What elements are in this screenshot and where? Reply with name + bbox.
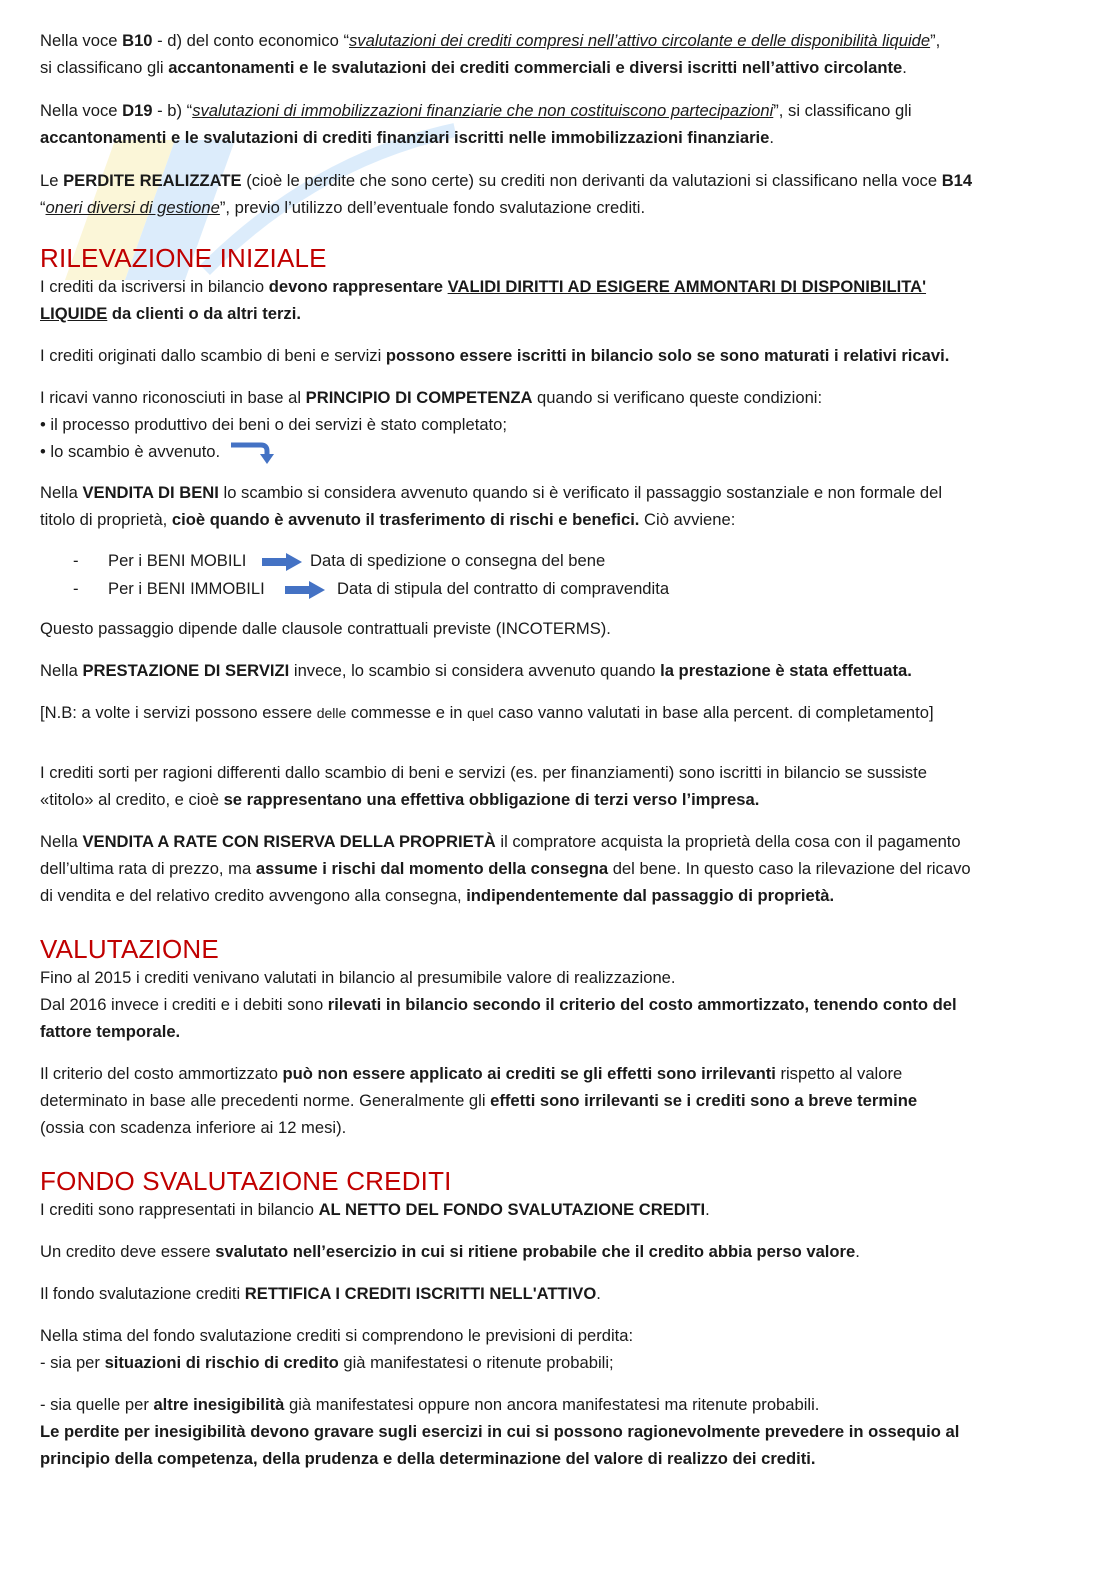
paragraph-principio-competenza: I ricavi vanno riconosciuti in base al PRINCIPIO DI COMPETENZA quando si verificano queste condizioni: • il processo produttivo dei beni o dei servizi è stato completato; • lo scambio è avvenuto. [40,384,1080,466]
list-beni [40,547,1080,603]
paragraph-criterio-2015-2016: Fino al 2015 i crediti venivano valutati in bilancio al presumibile valore di realizzazione. Dal 2016 invece i crediti e i debiti sono rilevati in bilancio secondo il criterio del costo ammortizzato, tenendo conto del fattore temporale. [40,967,957,1041]
paragraph-nota-bene: [N.B: a volte i servizi possono essere delle commesse e in quel caso vanno valutati in base alla percent. di completamento] [40,702,934,722]
document-page [40,27,1080,1472]
heading-rilevazione-iniziale: RILEVAZIONE INIZIALE [40,243,327,273]
paragraph-svalutato: Un credito deve essere svalutato nell’esercizio in cui si ritiene probabile che il credito abbia perso valore. [40,1241,860,1261]
list-item: - Per i BENI IMMOBILI Data di stipula del contratto di compravendita [73,578,670,598]
paragraph-vendita-beni: Nella VENDITA DI BENI lo scambio si considera avvenuto quando si è verificato il passaggio sostanziale e non formale del titolo di proprietà, cioè quando è avvenuto il trasferimento di rischi e benefici. Ciò avviene: [40,482,943,529]
paragraph-d19: Nella voce D19 - b) “svalutazioni di immobilizzazioni finanziarie che non costituiscono partecipazioni”, si classificano gli accantonamenti e le svalutazioni di crediti finanziari iscritti nelle immobilizzazioni finanziarie. [40,101,912,147]
paragraph-perdite-realizzate: Le PERDITE REALIZZATE (cioè le perdite che sono certe) su crediti non derivanti da valutazioni si classificano nella voce B14 “oneri diversi di gestione”, previo l’utilizzo dell’eventuale fondo svalutazione crediti. [40,171,973,217]
list-item: - Per i BENI MOBILI Data di spedizione o consegna del bene [73,550,606,570]
arrow-right-icon [285,581,325,599]
paragraph-al-netto: I crediti sono rappresentati in bilancio AL NETTO DEL FONDO SVALUTAZIONE CREDITI. [40,1199,710,1219]
paragraph-prestazione-servizi: Nella PRESTAZIONE DI SERVIZI invece, lo scambio si considera avvenuto quando la prestazione è stata effettuata. [40,660,912,680]
paragraph-stima-fondo: Nella stima del fondo svalutazione crediti si comprendono le previsioni di perdita: - sia per situazioni di rischio di credito già manifestatesi o ritenute probabili; [40,1325,634,1372]
paragraph-rettifica: Il fondo svalutazione crediti RETTIFICA I CREDITI ISCRITTI NELL'ATTIVO. [40,1283,601,1303]
paragraph-inesigibilita: - sia quelle per altre inesigibilità già manifestatesi oppure non ancora manifestatesi ma ritenute probabili. Le perdite per inesigibilità devono gravare sugli esercizi in cui si possono ragionevolmente prevedere in ossequio al principio della competenza, della prudenza e della determinazione del valore di realizzo dei crediti. [40,1394,960,1468]
paragraph-crediti-sorti: I crediti sorti per ragioni differenti dallo scambio di beni e servizi (es. per finanziamenti) sono iscritti in bilancio se sussiste «titolo» al credito, e cioè se rappresentano una effettiva obbligazione di terzi verso l’impresa. [40,762,927,809]
paragraph-b10: Nella voce B10 - d) del conto economico “svalutazioni dei crediti compresi nell’attivo circolante e delle disponibilità liquide”, si classificano gli accantonamenti e le svalutazioni dei crediti commerciali e diversi iscritti nell’attivo circolante. [40,31,941,77]
paragraph-incoterms: Questo passaggio dipende dalle clausole contrattuali previste (INCOTERMS). [40,618,611,638]
paragraph-costo-ammortizzato: Il criterio del costo ammortizzato può non essere applicato ai crediti se gli effetti sono irrilevanti rispetto al valore determinato in base alle precedenti norme. Generalmente gli effetti sono irrilevanti se i crediti sono a breve termine (ossia con scadenza inferiore ai 12 mesi). [40,1063,918,1137]
bend-arrow-icon [229,440,277,466]
paragraph-crediti-originati: I crediti originati dallo scambio di beni e servizi possono essere iscritti in bilancio solo se sono maturati i relativi ricavi. [40,346,950,365]
heading-fondo-svalutazione: FONDO SVALUTAZIONE CREDITI [40,1165,452,1196]
paragraph-validi-diritti: I crediti da iscriversi in bilancio devono rappresentare VALIDI DIRITTI AD ESIGERE AMMONTARI DI DISPONIBILITA' LIQUIDE da clienti o da altri terzi. [40,277,927,323]
arrow-right-icon [262,553,302,571]
heading-valutazione: VALUTAZIONE [40,933,219,964]
paragraph-vendita-rate: Nella VENDITA A RATE CON RISERVA DELLA PROPRIETÀ il compratore acquista la proprietà della cosa con il pagamento dell’ultima rata di prezzo, ma assume i rischi dal momento della consegna del bene. In questo caso la rilevazione del ricavo di vendita e del relativo credito avvengono alla consegna, indipendentemente dal passaggio di proprietà. [40,831,971,905]
